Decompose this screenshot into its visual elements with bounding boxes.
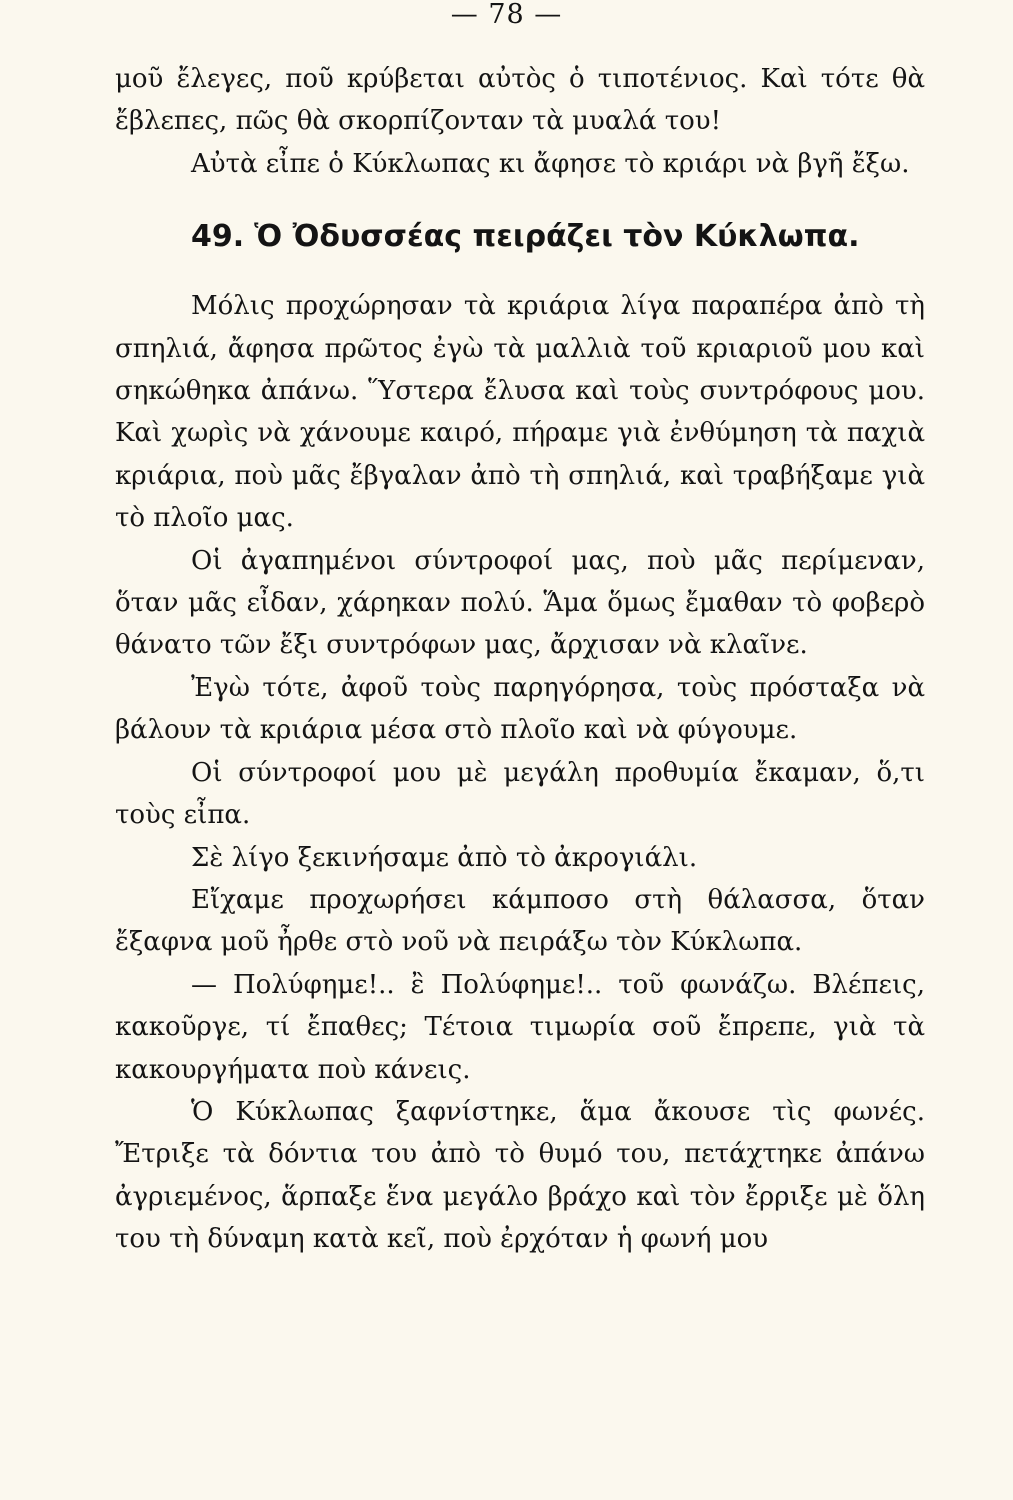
paragraph: Σὲ λίγο ξεκινήσαμε ἀπὸ τὸ ἀκρογιάλι. — [191, 842, 698, 873]
chapter-title: Ὁ Ὀδυσσέας πειράζει τὸν Κύκλωπα. — [254, 219, 860, 255]
chapter-number: 49. — [191, 219, 245, 255]
body-text — [115, 58, 925, 1261]
dialogue-paragraph: — Πολύφημε!.. ἒ Πολύφημε!.. τοῦ φωνάζω. Βλέπεις, κακοῦργε, τί ἔπαθες; Τέτοια τιμωρία σοῦ ἔπρεπε, γιὰ τὰ κακουργήματα ποὺ κάνεις. — [115, 969, 925, 1085]
paragraph: Μόλις προχώρησαν τὰ κριάρια λίγα παραπέρα ἀπὸ τὴ σπηλιά, ἄφησα πρῶτος ἐγὼ τὰ μαλλιὰ τοῦ κριαριοῦ μου καὶ σηκώθηκα ἀπάνω. Ὕστερα ἔλυσα καὶ τοὺς συντρόφους μου. Καὶ χωρὶς νὰ χάνουμε καιρό, πήραμε γιὰ ἐνθύμηση τὰ παχιὰ κριάρια, ποὺ μᾶς ἔβγαλαν ἀπὸ τὴ σπηλιά, καὶ τραβήξαμε γιὰ τὸ πλοῖο μας. — [115, 291, 925, 534]
chapter-heading — [115, 215, 925, 259]
paragraph: Αὐτὰ εἶπε ὁ Κύκλωπας κι ἄφησε τὸ κριάρι νὰ βγῆ ἔξω. — [191, 148, 910, 179]
paragraph-continued: μοῦ ἔλεγες, ποῦ κρύβεται αὐτὸς ὁ τιποτένιος. Καὶ τότε θὰ ἔβλεπες, πῶς θὰ σκορπίζονταν τὰ μυαλά του! — [115, 64, 925, 137]
paragraph: Οἱ ἀγαπημένοι σύντροφοί μας, ποὺ μᾶς περίμεναν, ὅταν μᾶς εἶδαν, χάρηκαν πολύ. Ἅμα ὅμως ἔμαθαν τὸ φοβερὸ θάνατο τῶν ἔξι συντρόφων μας, ἄρχισαν νὰ κλαῖνε. — [115, 545, 925, 661]
paragraph: Εἴχαμε προχωρήσει κάμποσο στὴ θάλασσα, ὅταν ἔξαφνα μοῦ ἦρθε στὸ νοῦ νὰ πειράξω τὸν Κύκλωπα. — [115, 884, 925, 958]
paragraph: Ἐγὼ τότε, ἀφοῦ τοὺς παρηγόρησα, τοὺς πρόσταξα νὰ βάλουν τὰ κριάρια μέσα στὸ πλοῖο καὶ νὰ φύγουμε. — [115, 672, 925, 746]
paragraph: Οἱ σύντροφοί μου μὲ μεγάλη προθυμία ἔκαμαν, ὅ,τι τοὺς εἶπα. — [115, 757, 925, 831]
paragraph: Ὁ Κύκλωπας ξαφνίστηκε, ἅμα ἄκουσε τὶς φωνές. Ἔτριξε τὰ δόντια του ἀπὸ τὸ θυμό του, πετάχτηκε ἀπάνω ἀγριεμένος, ἅρπαξε ἕνα μεγάλο βράχο καὶ τὸν ἔρριξε μὲ ὅλη του τὴ δύναμη κατὰ κεῖ, ποὺ ἐρχόταν ἡ φωνή μου — [115, 1096, 925, 1255]
page-number: — 78 — — [450, 0, 563, 30]
